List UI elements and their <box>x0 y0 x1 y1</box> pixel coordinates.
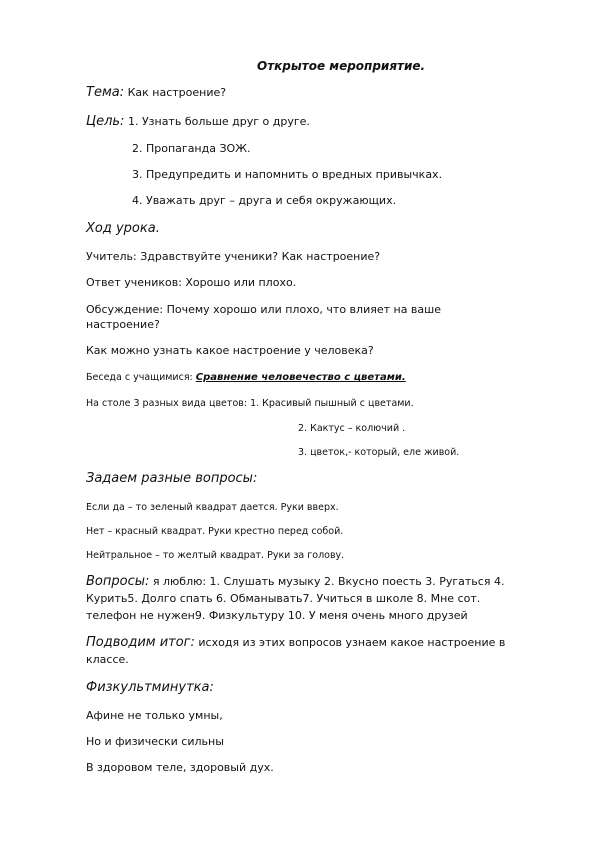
goal-item-4: 4. Уважать друг – друга и себя окружающих. <box>132 194 397 207</box>
how-to-know: Как можно узнать какое настроение у человека? <box>86 344 374 357</box>
questions-text-1: я люблю: 1. Слушать музыку 2. Вкусно поесть 3. Ругаться 4. <box>152 575 505 588</box>
questions-line-1 <box>86 575 504 589</box>
questions-heading: Задаем разные вопросы: <box>86 471 258 486</box>
conversation-topic: Сравнение человечество с цветами. <box>195 372 406 383</box>
poem-line-2: Но и физически сильны <box>86 735 224 748</box>
goal-label: Цель: <box>86 114 125 129</box>
goal-item-1: 1. Узнать больше друг о друге. <box>127 115 310 128</box>
lesson-heading: Ход урока. <box>86 221 160 236</box>
discussion-line-2: настроение? <box>86 318 160 331</box>
summary-line-2: классе. <box>86 653 129 666</box>
rule-green: Если да – то зеленый квадрат дается. Руки вверх. <box>86 502 339 513</box>
conversation-label: Беседа с учащимися: <box>86 372 193 383</box>
rule-yellow: Нейтральное – то желтый квадрат. Руки за голову. <box>86 550 345 561</box>
questions-line-2: Курить5. Долго спать 6. Обманывать7. Учиться в школе 8. Мне сот. <box>86 592 481 605</box>
topic-label: Тема: <box>86 85 125 100</box>
summary-text-1: исходя из этих вопросов узнаем какое настроение в <box>198 636 506 649</box>
summary-line-1 <box>86 636 505 650</box>
students-answer: Ответ учеников: Хорошо или плохо. <box>86 276 297 289</box>
topic-text: Как настроение? <box>127 86 227 99</box>
questions-line-3: телефон не нужен9. Физкультуру 10. У меня очень много друзей <box>86 609 468 622</box>
flowers-line-1: На столе 3 разных вида цветов: 1. Красивый пышный с цветами. <box>86 398 414 409</box>
poem-line-1: Афине не только умны, <box>86 709 223 722</box>
topic-line <box>86 86 226 100</box>
goal-item-2: 2. Пропаганда ЗОЖ. <box>132 142 251 155</box>
conversation-line <box>86 371 406 385</box>
teacher-line: Учитель: Здравствуйте ученики? Как настроение? <box>86 250 381 263</box>
exercise-heading: Физкультминутка: <box>86 680 214 695</box>
document-title: Открытое мероприятие. <box>257 59 426 73</box>
rule-red: Нет – красный квадрат. Руки крестно перед собой. <box>86 526 344 537</box>
flowers-line-2: 2. Кактус – колючий . <box>298 423 406 434</box>
summary-label: Подводим итог: <box>86 635 195 650</box>
goal-line <box>86 115 310 129</box>
flowers-line-3: 3. цветок,- который, еле живой. <box>298 447 460 458</box>
goal-item-3: 3. Предупредить и напомнить о вредных привычках. <box>132 168 443 181</box>
poem-line-3: В здоровом теле, здоровый дух. <box>86 761 274 774</box>
questions-label: Вопросы: <box>86 574 150 589</box>
discussion-line-1: Обсуждение: Почему хорошо или плохо, что влияет на ваше <box>86 303 441 316</box>
